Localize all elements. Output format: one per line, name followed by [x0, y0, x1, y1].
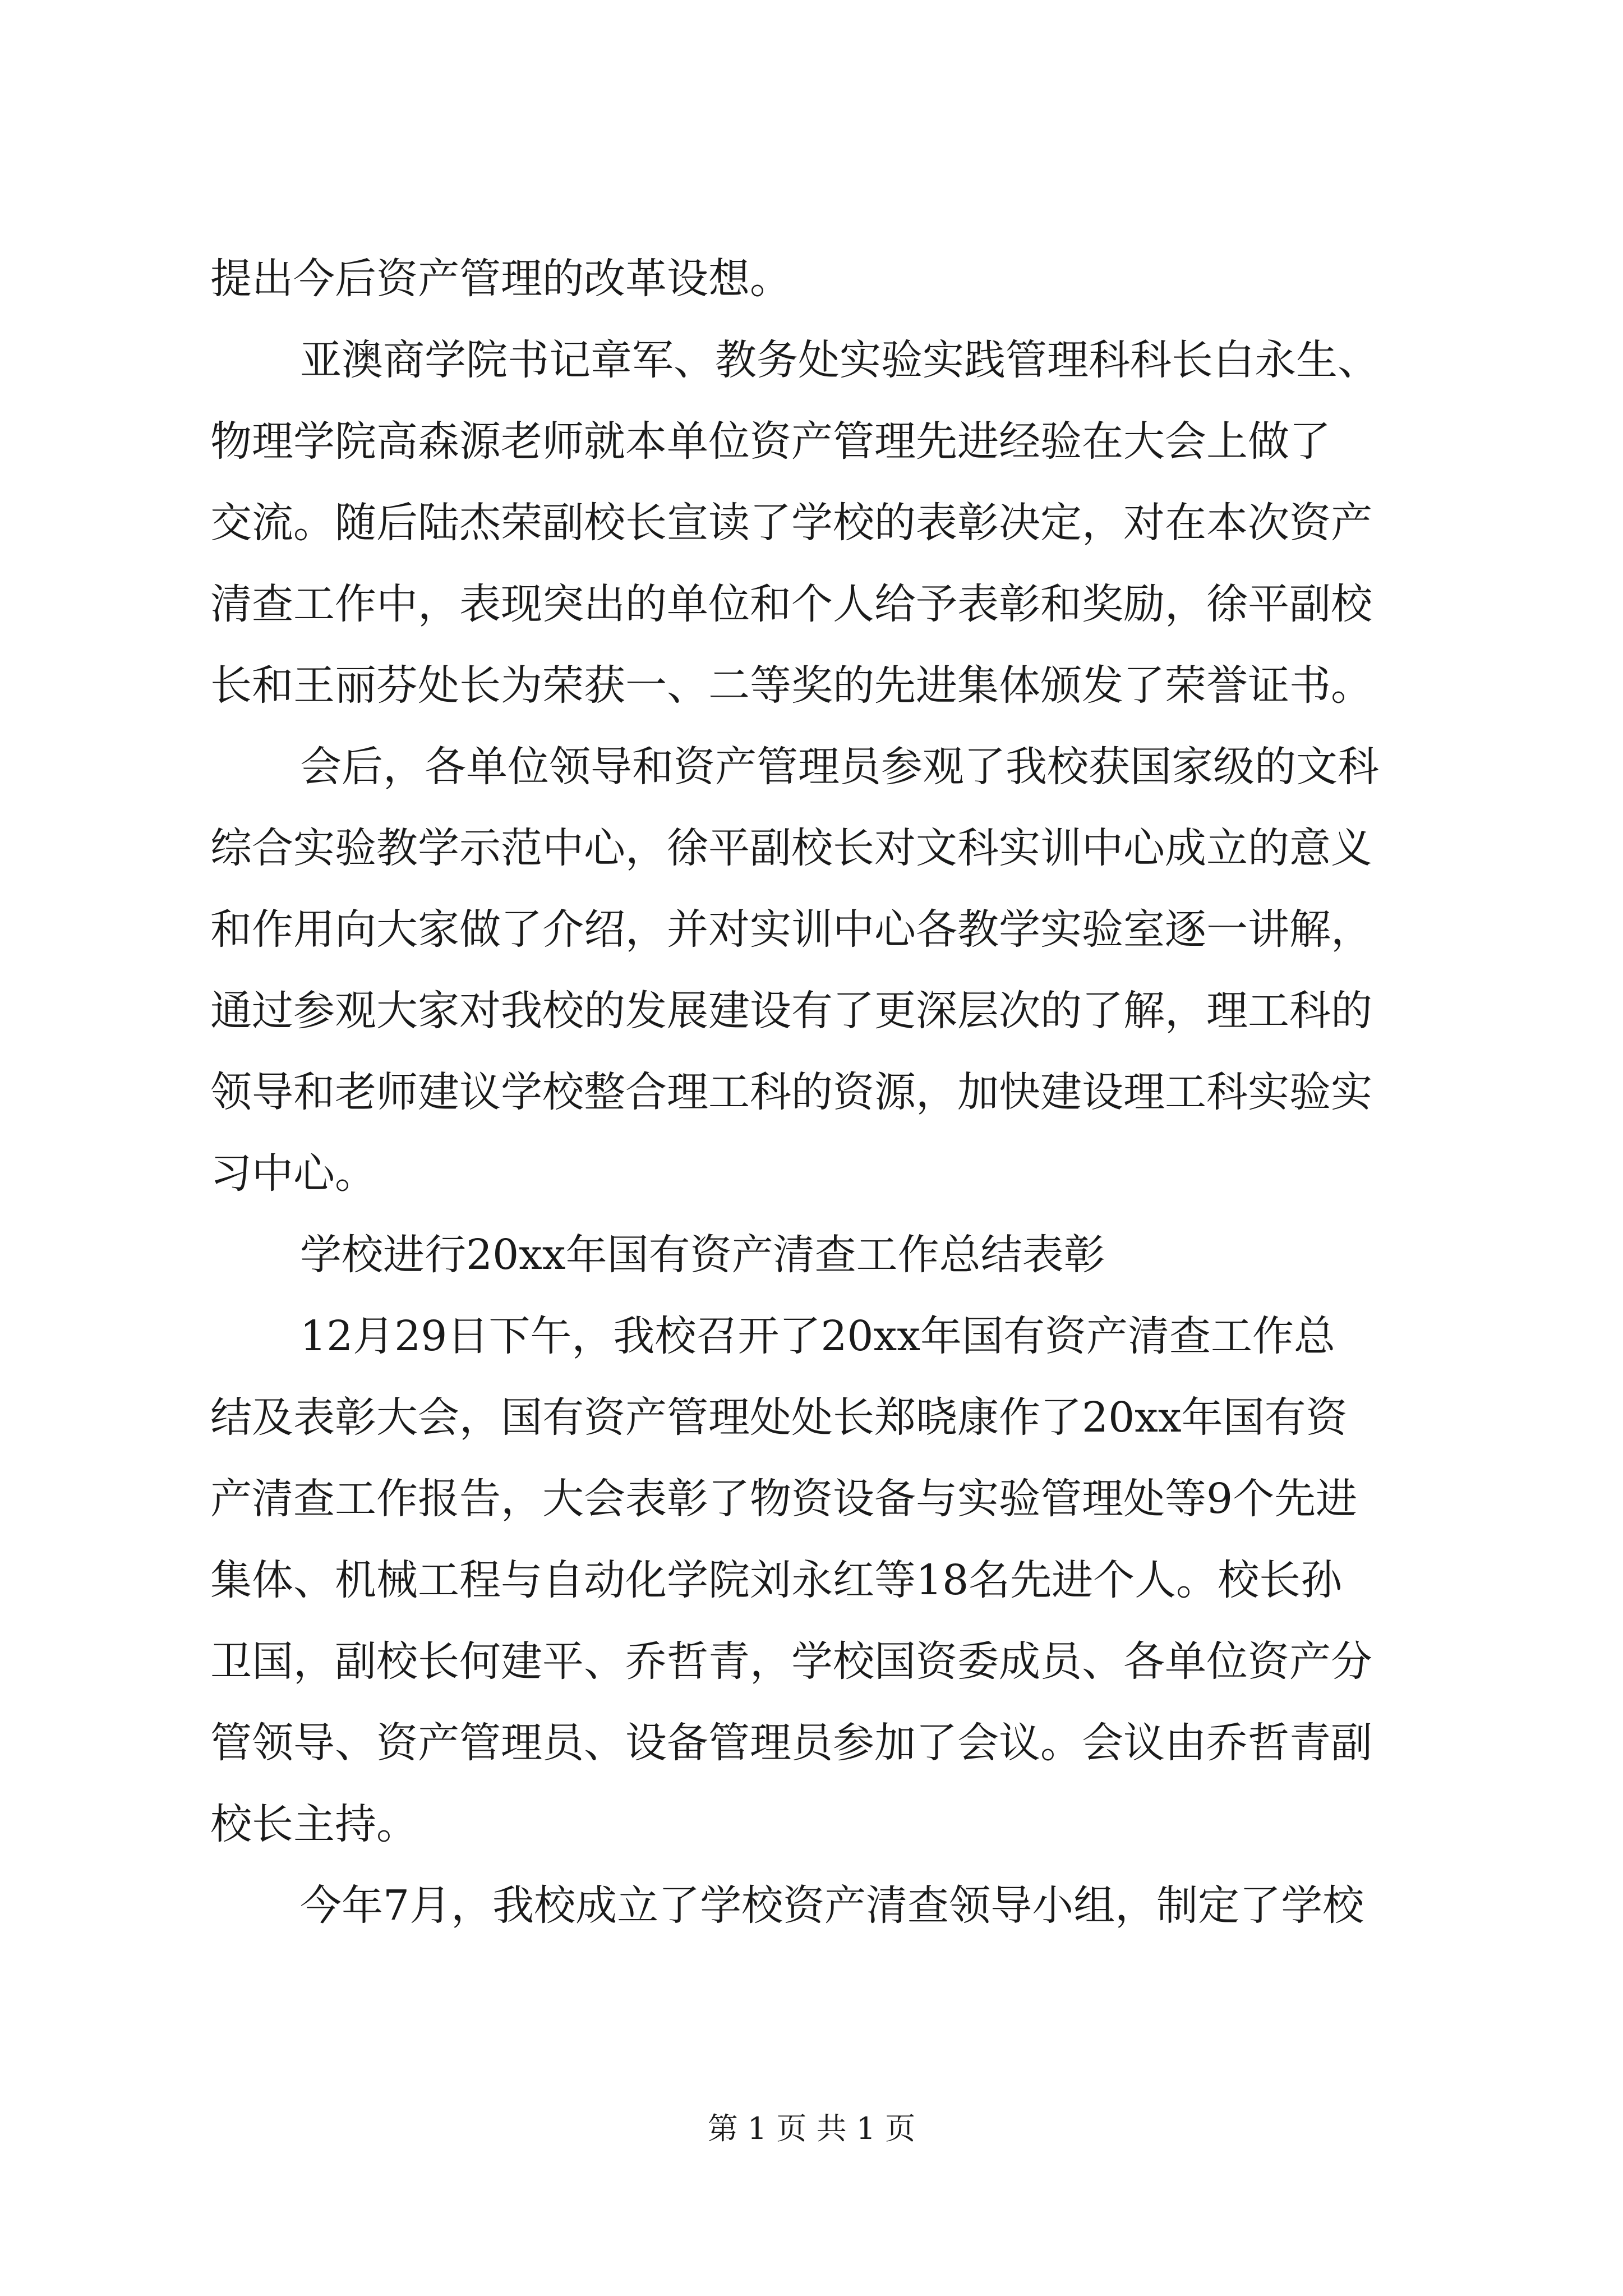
text-line: 领导和老师建议学校整合理工科的资源，加快建设理工科实验实 — [210, 1068, 1372, 1116]
text-line: 提出今后资产管理的改革设想。 — [210, 255, 791, 303]
text-line: 会后，各单位领导和资产管理员参观了我校获国家级的文科 — [300, 743, 1379, 791]
text-line: 清查工作中，表现突出的单位和个人给予表彰和奖励，徐平副校 — [210, 580, 1372, 628]
text-line: 12月29日下午，我校召开了20xx年国有资产清查工作总 — [300, 1312, 1335, 1360]
text-line: 习中心。 — [210, 1149, 376, 1198]
text-line: 产清查工作报告，大会表彰了物资设备与实验管理处等9个先进 — [210, 1475, 1358, 1523]
document-body — [210, 238, 1416, 1947]
text-line: 管领导、资产管理员、设备管理员参加了会议。会议由乔哲青副 — [210, 1719, 1372, 1767]
text-line: 集体、机械工程与自动化学院刘永红等18名先进个人。校长孙 — [210, 1556, 1343, 1604]
text-line: 物理学院高森源老师就本单位资产管理先进经验在大会上做了 — [210, 417, 1331, 466]
text-line: 校长主持。 — [210, 1800, 418, 1848]
text-line: 和作用向大家做了介绍，并对实训中心各教学实验室逐一讲解， — [210, 905, 1372, 954]
text-line: 今年7月，我校成立了学校资产清查领导小组，制定了学校 — [300, 1881, 1364, 1930]
text-line: 结及表彰大会，国有资产管理处处长郑晓康作了20xx年国有资 — [210, 1393, 1348, 1442]
text-line: 综合实验教学示范中心，徐平副校长对文科实训中心成立的意义 — [210, 824, 1372, 872]
text-line: 卫国，副校长何建平、乔哲青，学校国资委成员、各单位资产分 — [210, 1637, 1372, 1686]
text-line: 亚澳商学院书记章军、教务处实验实践管理科科长白永生、 — [300, 336, 1379, 384]
text-line: 长和王丽芬处长为荣获一、二等奖的先进集体颁发了荣誉证书。 — [210, 661, 1372, 710]
text-line: 通过参观大家对我校的发展建设有了更深层次的了解，理工科的 — [210, 987, 1372, 1035]
text-line: 交流。随后陆杰荣副校长宣读了学校的表彰决定，对在本次资产 — [210, 499, 1372, 547]
page-number-footer: 第 1 页 共 1 页 — [707, 2111, 916, 2146]
section-title: 学校进行20xx年国有资产清查工作总结表彰 — [300, 1231, 1105, 1279]
